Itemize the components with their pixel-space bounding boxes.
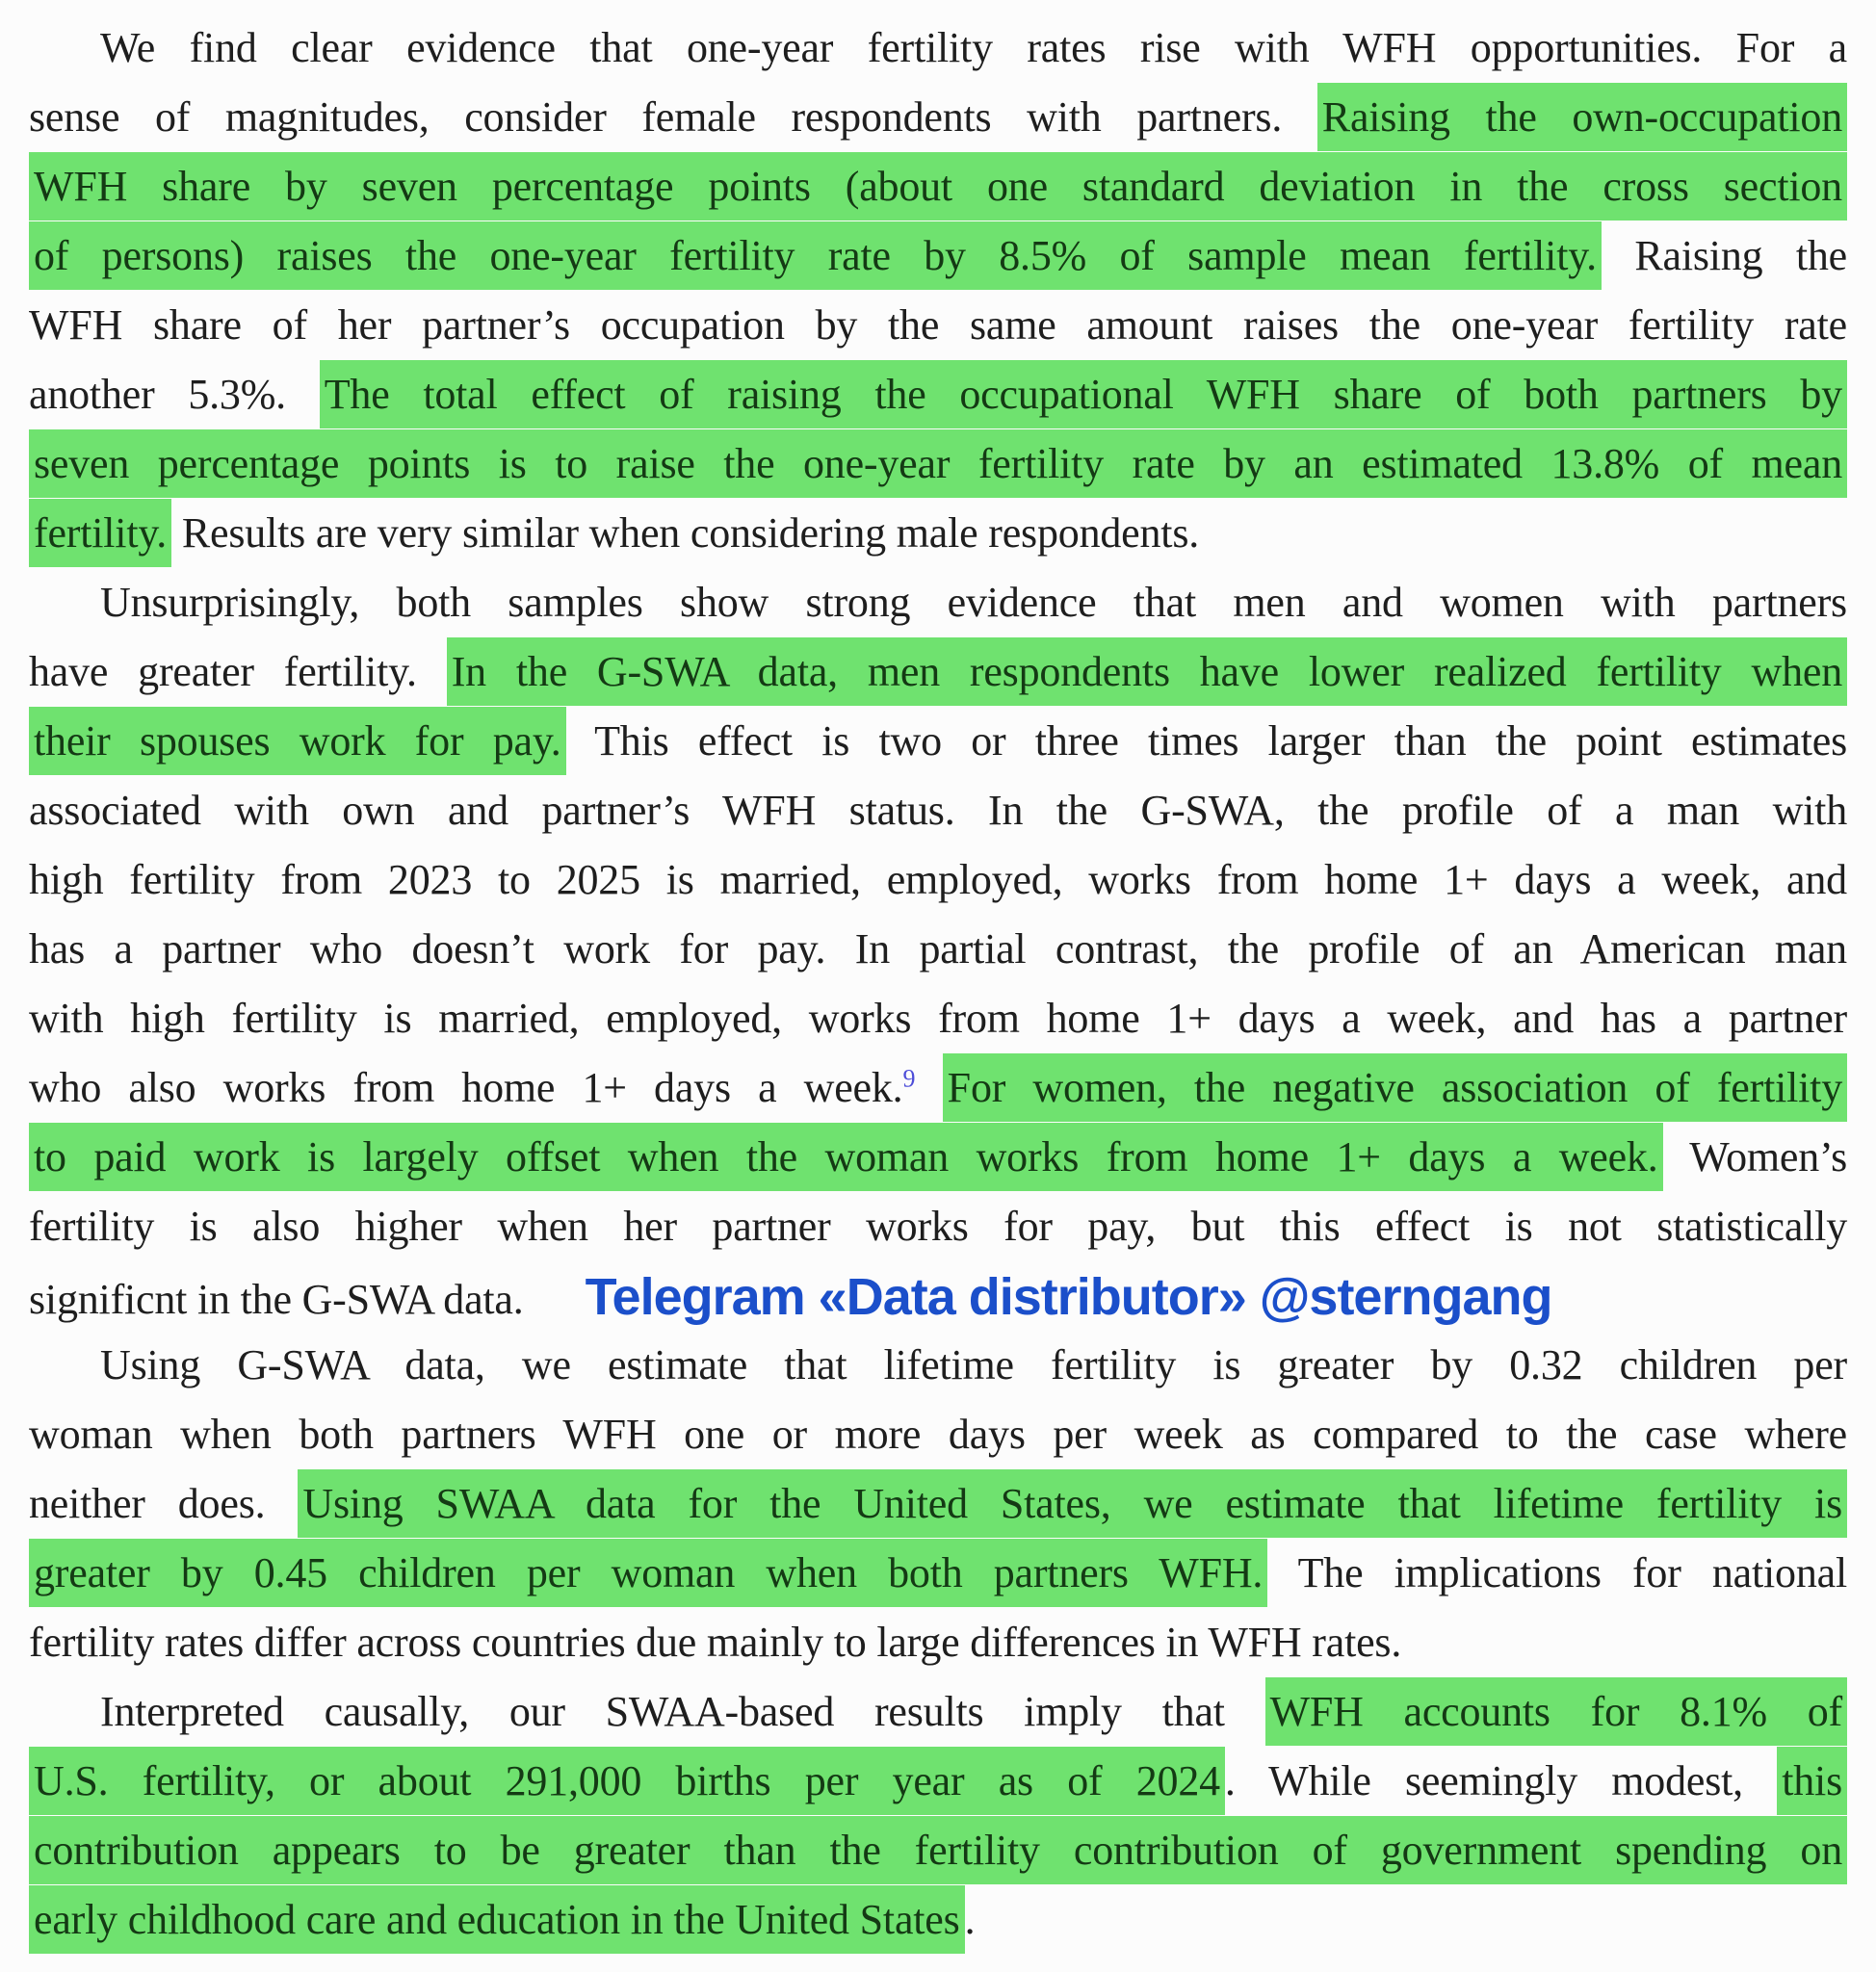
text-line — [29, 1331, 1847, 1400]
highlighted-text: fertility. — [29, 499, 171, 567]
text-segment: has a partner who doesn’t work for pay. In partial contrast, the profile of an American man — [29, 925, 1847, 973]
text-line — [29, 1885, 1847, 1955]
text-segment: This effect is two or three times larger than the point estimates — [565, 717, 1847, 765]
text-line — [29, 1261, 1847, 1331]
text-segment: neither does. — [29, 1480, 299, 1527]
footnote-ref: 9 — [902, 1064, 916, 1093]
text-line — [29, 845, 1847, 915]
text-segment: fertility is also higher when her partner works for pay, but this effect is not statistically — [29, 1203, 1847, 1250]
text-segment: significnt in the G-SWA data. — [29, 1276, 524, 1323]
text-segment: Unsurprisingly, both samples show strong evidence that men and women with partners — [100, 579, 1847, 626]
text-line — [29, 499, 1847, 568]
highlighted-text: WFH accounts for 8.1% of — [1265, 1677, 1847, 1746]
telegram-watermark: Telegram «Data distributor» @sterngang — [585, 1268, 1552, 1326]
highlighted-text: to paid work is largely offset when the woman works from home 1+ days a week. — [29, 1123, 1663, 1191]
text-segment: have greater fertility. — [29, 648, 447, 695]
text-line — [29, 152, 1847, 221]
text-line — [29, 776, 1847, 845]
text-line — [29, 221, 1847, 291]
text-segment: WFH share of her partner’s occupation by the same amount raises the one-year fertility rate — [29, 301, 1847, 349]
text-line — [29, 637, 1847, 707]
text-segment: Interpreted causally, our SWAA-based results imply that — [100, 1688, 1265, 1735]
text-segment: . While seemingly modest, — [1224, 1757, 1778, 1804]
text-line — [29, 360, 1847, 429]
text-segment: Results are very similar when considering male respondents. — [171, 509, 1200, 557]
text-line — [29, 1677, 1847, 1747]
text-line — [29, 915, 1847, 984]
highlighted-text: Using SWAA data for the United States, we estimate that lifetime fertility is — [298, 1469, 1847, 1538]
text-line — [29, 13, 1847, 83]
text-line — [29, 1400, 1847, 1469]
text-segment: high fertility from 2023 to 2025 is married, employed, works from home 1+ days a week, and — [29, 856, 1847, 903]
text-segment: The implications for national — [1267, 1549, 1847, 1596]
text-segment: associated with own and partner’s WFH status. In the G-SWA, the profile of a man with — [29, 787, 1847, 834]
text-line — [29, 1469, 1847, 1539]
text-line — [29, 291, 1847, 360]
text-line — [29, 1608, 1847, 1677]
highlighted-text: early childhood care and education in the United States — [29, 1885, 965, 1954]
text-line — [29, 1053, 1847, 1123]
text-line — [29, 1747, 1847, 1816]
text-segment: . — [964, 1896, 976, 1943]
text-line — [29, 83, 1847, 152]
highlighted-text: For women, the negative association of fertility — [943, 1053, 1847, 1122]
text-segment: fertility rates differ across countries due mainly to large differences in WFH rates. — [29, 1619, 1402, 1666]
text-segment: sense of magnitudes, consider female respondents with partners. — [29, 93, 1317, 141]
paragraph — [29, 13, 1847, 568]
text-line — [29, 1539, 1847, 1608]
text-segment: We find clear evidence that one-year fertility rates rise with WFH opportunities. For a — [100, 24, 1847, 71]
text-line — [29, 568, 1847, 637]
highlighted-text: In the G-SWA data, men respondents have lower realized fertility when — [447, 637, 1847, 706]
text-line — [29, 1192, 1847, 1261]
paragraph — [29, 1677, 1847, 1955]
text-segment: with high fertility is married, employed, works from home 1+ days a week, and has a partner — [29, 995, 1847, 1042]
highlighted-text: The total effect of raising the occupational WFH share of both partners by — [320, 360, 1847, 428]
text-line — [29, 429, 1847, 499]
text-segment: who also works from home 1+ days a week. — [29, 1064, 903, 1111]
text-segment: another 5.3%. — [29, 371, 320, 418]
highlighted-text: this — [1777, 1747, 1847, 1815]
text-segment: Raising the — [1601, 232, 1847, 279]
paragraph — [29, 568, 1847, 1331]
highlighted-text: of persons) raises the one-year fertility rate by 8.5% of sample mean fertility. — [29, 221, 1602, 290]
paragraph — [29, 1331, 1847, 1677]
highlighted-text: seven percentage points is to raise the one-year fertility rate by an estimated 13.8% of mean — [29, 429, 1847, 498]
highlighted-text: Raising the own-occupation — [1317, 83, 1847, 151]
text-segment — [915, 1064, 942, 1111]
highlighted-text: their spouses work for pay. — [29, 707, 566, 775]
text-line — [29, 984, 1847, 1053]
highlighted-text: U.S. fertility, or about 291,000 births per year as of 2024 — [29, 1747, 1225, 1815]
highlighted-text: WFH share by seven percentage points (about one standard deviation in the cross section — [29, 152, 1847, 221]
highlighted-text: greater by 0.45 children per woman when both partners WFH. — [29, 1539, 1267, 1607]
text-segment: Using G-SWA data, we estimate that lifetime fertility is greater by 0.32 children per — [100, 1341, 1847, 1388]
highlighted-text: contribution appears to be greater than the fertility contribution of government spending on — [29, 1816, 1847, 1884]
text-line — [29, 1123, 1847, 1192]
text-segment: woman when both partners WFH one or more days per week as compared to the case where — [29, 1411, 1847, 1458]
text-line — [29, 1816, 1847, 1885]
text-line — [29, 707, 1847, 776]
text-segment: Women’s — [1662, 1133, 1848, 1181]
